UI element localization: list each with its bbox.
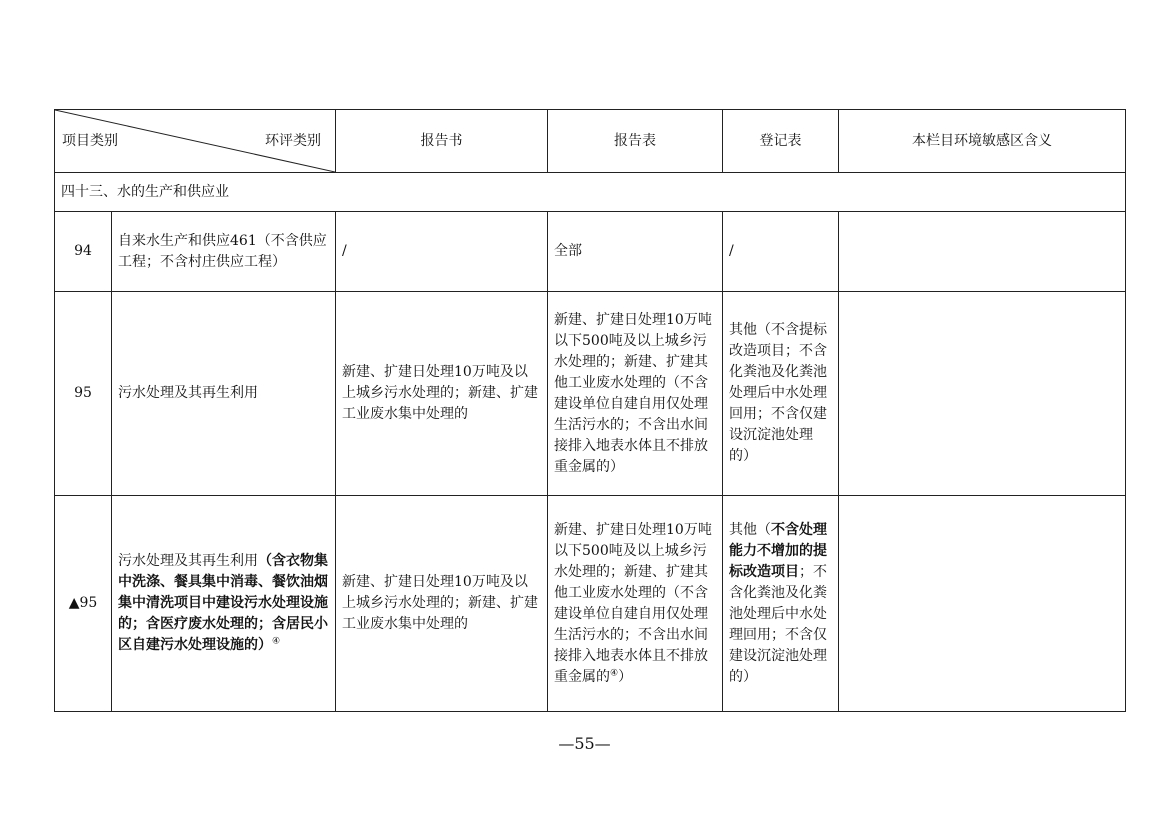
sensitive-area-cell	[839, 292, 1126, 496]
footnote-mark: ④	[272, 636, 281, 647]
project-name: 污水处理及其再生利用	[112, 292, 336, 496]
report-form-text: 新建、扩建日处理10万吨以下500吨及以上城乡污水处理的；新建、扩建其他工业废水处理的（不含建设单位自建自用仅处理生活污水的；不含出水间接排入地表水体且不排放重金属的	[554, 521, 712, 685]
header-report-book: 报告书	[336, 110, 548, 173]
project-category-label: 项目类别	[62, 133, 118, 149]
report-form-cell	[548, 496, 723, 712]
table-row	[55, 292, 1126, 496]
row-number: 95	[55, 292, 112, 496]
footnote-mark: ④	[610, 667, 619, 678]
registration-cell: 其他（不含提标改造项目；不含化粪池及化粪池处理后中水处理回用；不含仅建设沉淀池处理的）	[723, 292, 839, 496]
report-form-cell: 新建、扩建日处理10万吨以下500吨及以上城乡污水处理的；新建、扩建其他工业废水处理的（不含建设单位自建自用仅处理生活污水的；不含出水间接排入地表水体且不排放重金属的）	[548, 292, 723, 496]
report-form-cell: 全部	[548, 212, 723, 292]
section-row	[55, 173, 1126, 212]
header-corner-cell	[55, 110, 336, 173]
header-sensitive-area: 本栏目环境敏感区含义	[839, 110, 1126, 173]
report-book-cell: 新建、扩建日处理10万吨及以上城乡污水处理的；新建、扩建工业废水集中处理的	[336, 292, 548, 496]
project-name: 自来水生产和供应461（不含供应工程；不含村庄供应工程）	[112, 212, 336, 292]
project-name	[112, 496, 336, 712]
eia-category-label: 环评类别	[265, 133, 321, 149]
registration-post: ；不含化粪池及化粪池处理后中水处理回用；不含仅建设沉淀池处理的）	[729, 563, 827, 685]
report-book-cell: 新建、扩建日处理10万吨及以上城乡污水处理的；新建、扩建工业废水集中处理的	[336, 496, 548, 712]
table-header-row	[55, 110, 1126, 173]
registration-cell	[723, 496, 839, 712]
project-name-bold: （含衣物集中洗涤、餐具集中消毒、餐饮油烟集中清洗项目中建设污水处理设施的；含医疗废水处理的；含居民小区自建污水处理设施的）	[118, 553, 328, 653]
row-number: 94	[55, 212, 112, 292]
eia-classification-table	[54, 109, 1126, 712]
table-row	[55, 212, 1126, 292]
sensitive-area-cell	[839, 496, 1126, 712]
registration-pre: 其他（	[729, 521, 771, 538]
header-report-form: 报告表	[548, 110, 723, 173]
registration-cell: /	[723, 212, 839, 292]
report-form-end: ）	[618, 668, 633, 685]
header-registration: 登记表	[723, 110, 839, 173]
registration-bold: 不含处理能力不增加的提标改造项目	[729, 521, 827, 580]
section-title: 四十三、水的生产和供应业	[55, 173, 1126, 212]
report-book-cell: /	[336, 212, 548, 292]
project-name-plain: 污水处理及其再生利用	[118, 553, 258, 569]
page-number: —55—	[558, 734, 611, 753]
row-number: ▲95	[55, 496, 112, 712]
sensitive-area-cell	[839, 212, 1126, 292]
table-row	[55, 496, 1126, 712]
